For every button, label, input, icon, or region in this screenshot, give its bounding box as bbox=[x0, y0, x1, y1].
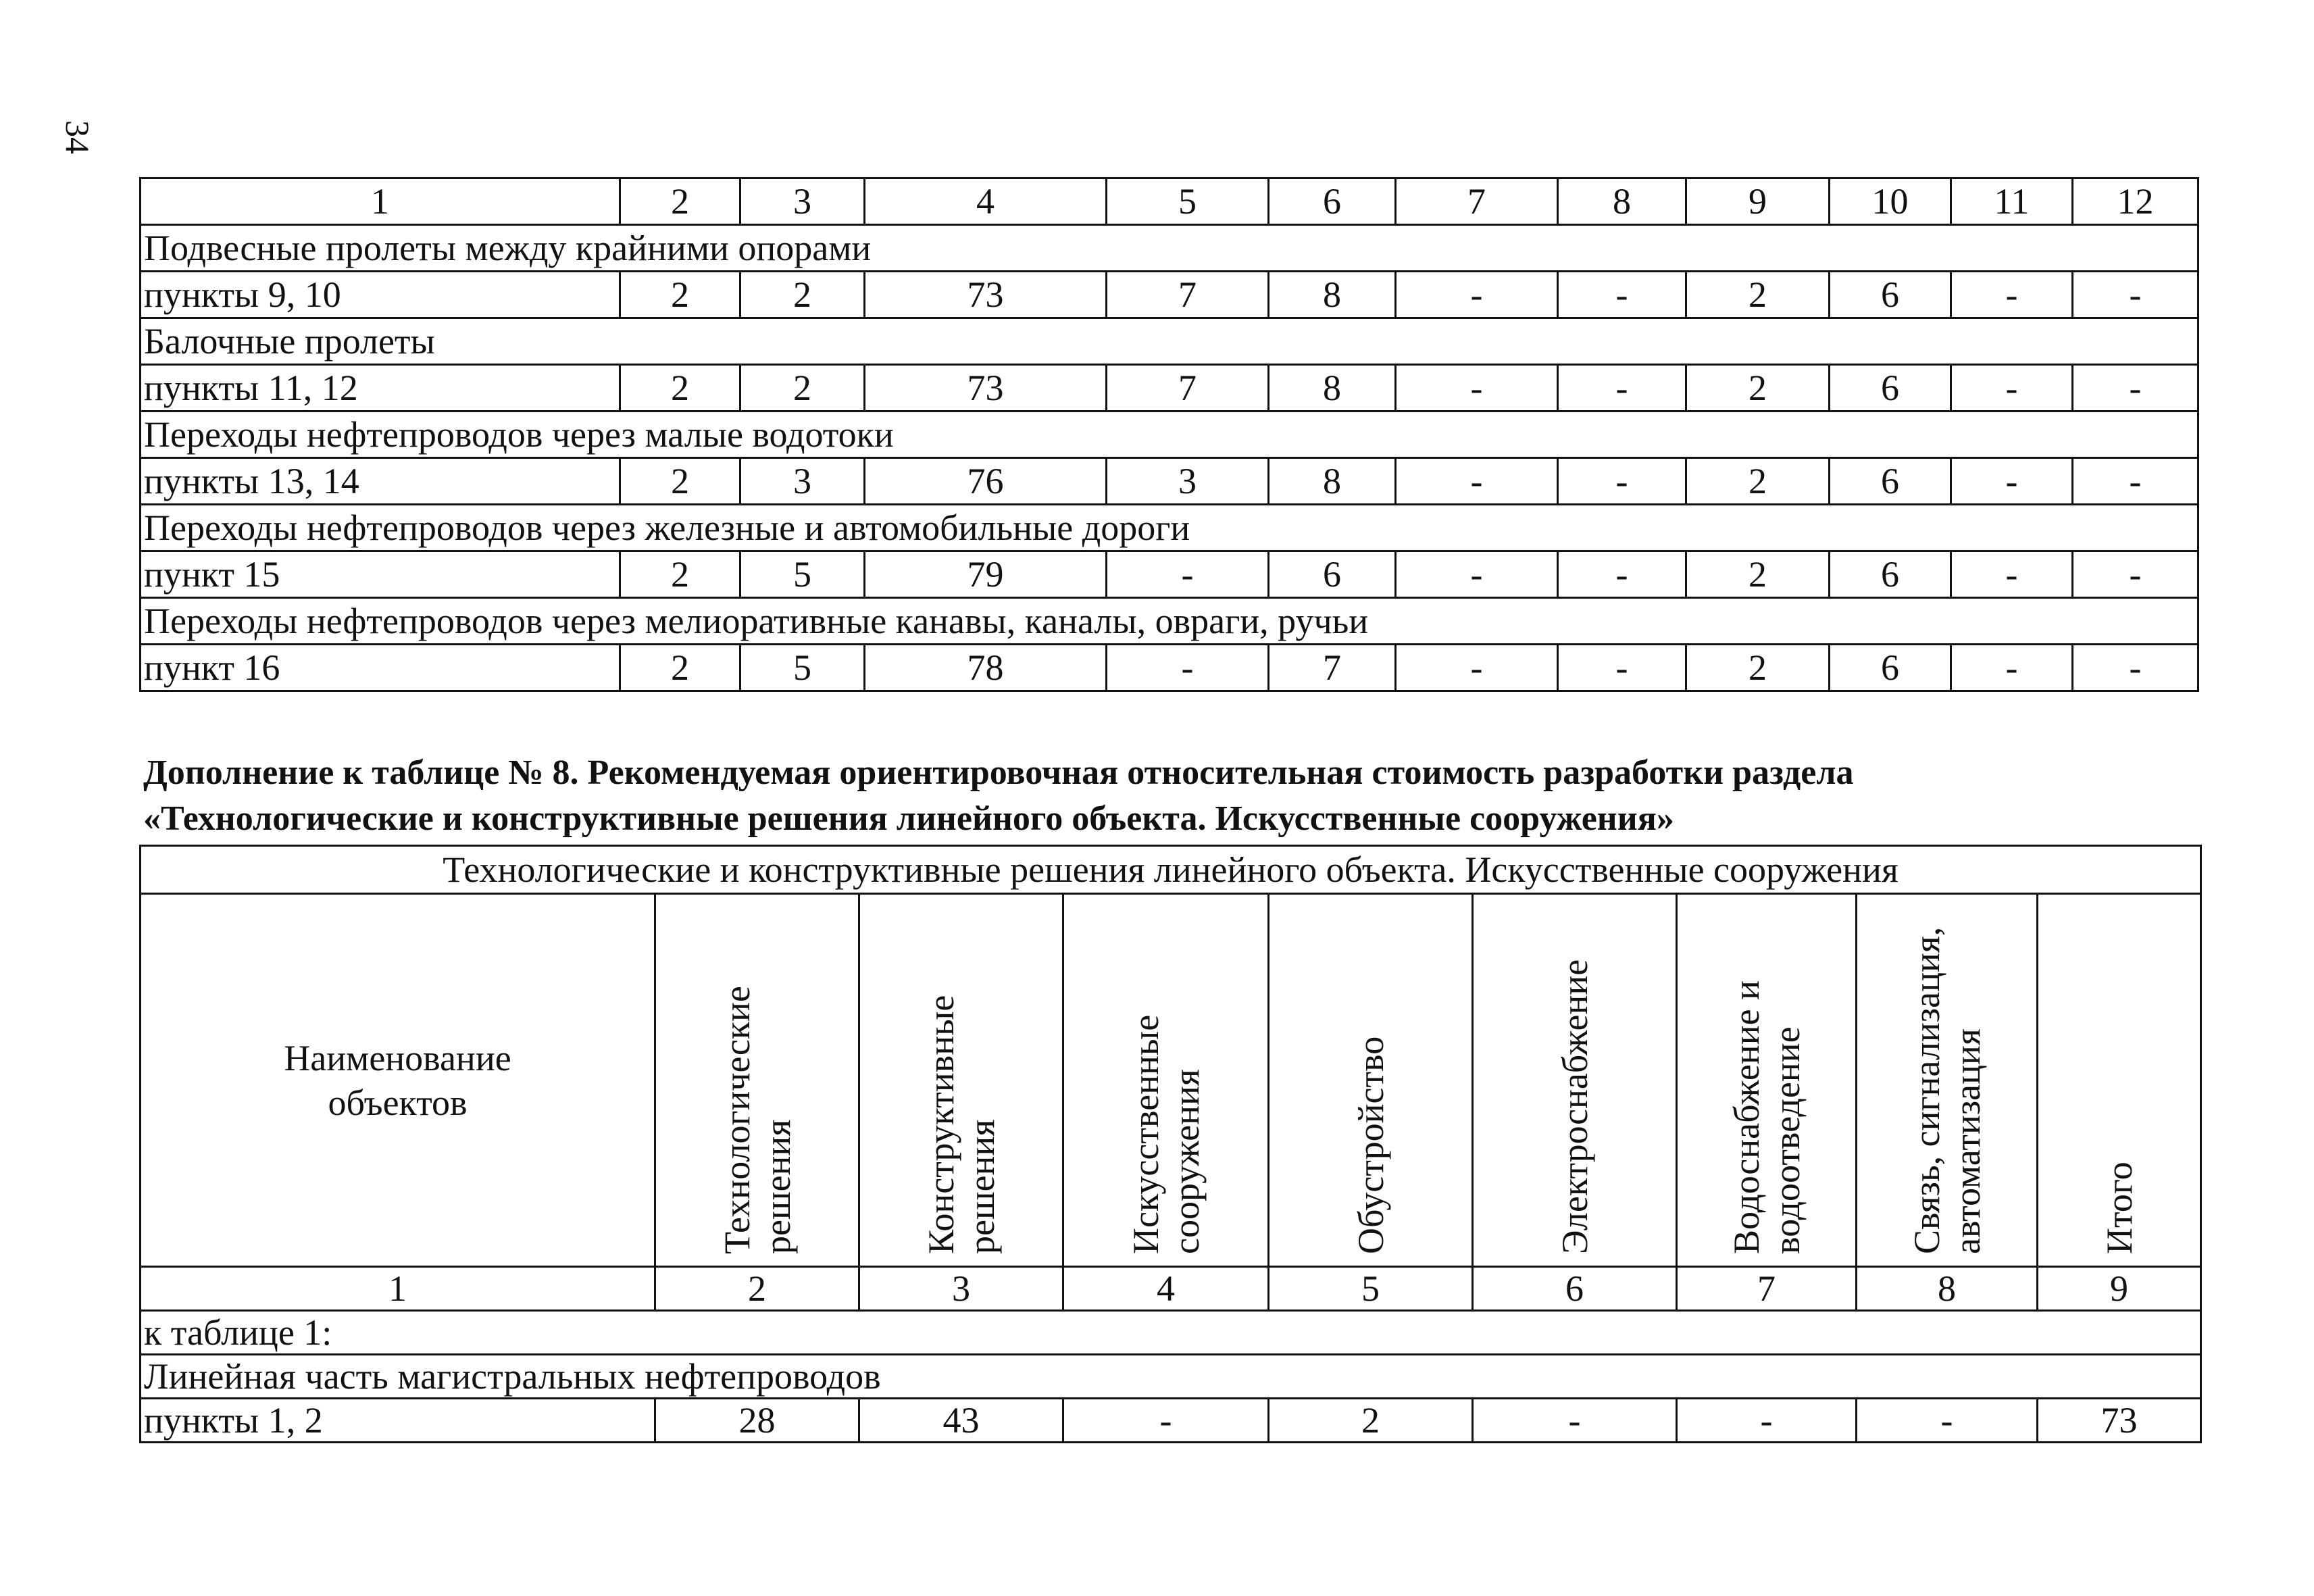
table-cell: - bbox=[1558, 458, 1686, 505]
table-cell: 2 bbox=[1269, 1399, 1473, 1443]
table-cell: 2 bbox=[1686, 458, 1830, 505]
row-label: пункты 9, 10 bbox=[141, 272, 620, 318]
table-cell: - bbox=[1951, 551, 2073, 598]
table-cell: - bbox=[1473, 1399, 1677, 1443]
table-cell: - bbox=[1951, 272, 2073, 318]
name-header-line-1: Наименование bbox=[284, 1037, 511, 1078]
table-cell: - bbox=[1558, 365, 1686, 412]
table-cell: 7 bbox=[1269, 645, 1396, 691]
table-cell: 43 bbox=[859, 1399, 1063, 1443]
cost-table-continued bbox=[139, 177, 2199, 692]
page-number: 34 bbox=[59, 120, 97, 154]
addendum-table-8 bbox=[139, 845, 2202, 1443]
section-row bbox=[141, 318, 2198, 365]
table-cell: 2 bbox=[1686, 365, 1830, 412]
table-cell: - bbox=[2073, 272, 2198, 318]
table-cell: - bbox=[1396, 365, 1558, 412]
table-cell: - bbox=[1107, 551, 1269, 598]
column-number: 7 bbox=[1396, 178, 1558, 225]
table-cell: - bbox=[2073, 551, 2198, 598]
column-number: 8 bbox=[1558, 178, 1686, 225]
table-cell: - bbox=[1396, 551, 1558, 598]
table-title: Технологические и конструктивные решения линейного объекта. Искусственные сооружения bbox=[141, 846, 2201, 894]
column-header-label: Связь, сигнализация, автоматизация bbox=[1906, 926, 1988, 1254]
column-header-label: Электроснабжение bbox=[1554, 959, 1595, 1254]
table-cell: 6 bbox=[1830, 645, 1951, 691]
table-cell: 2 bbox=[620, 458, 740, 505]
table-cell: 5 bbox=[740, 645, 865, 691]
table-cell: 6 bbox=[1830, 272, 1951, 318]
table-cell: 6 bbox=[1269, 551, 1396, 598]
section-label: Подвесные пролеты между крайними опорами bbox=[141, 225, 2198, 272]
column-number: 10 bbox=[1830, 178, 1951, 225]
table-cell: - bbox=[1677, 1399, 1857, 1443]
table-cell: - bbox=[1107, 645, 1269, 691]
table-cell: 76 bbox=[865, 458, 1107, 505]
column-header bbox=[1857, 894, 2038, 1267]
column-header-name bbox=[141, 894, 655, 1267]
column-header bbox=[1269, 894, 1473, 1267]
table-cell: 2 bbox=[620, 365, 740, 412]
table-row bbox=[141, 272, 2198, 318]
table-cell: - bbox=[1857, 1399, 2038, 1443]
section-row bbox=[141, 505, 2198, 551]
table-cell: - bbox=[1951, 645, 2073, 691]
row-label: пункты 1, 2 bbox=[141, 1399, 655, 1443]
section-label: Линейная часть магистральных нефтепроводов bbox=[141, 1355, 2201, 1399]
table-cell: 7 bbox=[1107, 365, 1269, 412]
table-cell: 2 bbox=[1686, 551, 1830, 598]
table-row bbox=[141, 365, 2198, 412]
table-cell: - bbox=[1558, 645, 1686, 691]
table-cell: 79 bbox=[865, 551, 1107, 598]
column-header-label: Искусственные сооружения bbox=[1125, 1014, 1207, 1254]
table-cell: 2 bbox=[1686, 645, 1830, 691]
column-header bbox=[1063, 894, 1269, 1267]
table-cell: - bbox=[1558, 551, 1686, 598]
table-cell: 6 bbox=[1830, 551, 1951, 598]
table-cell: - bbox=[1396, 645, 1558, 691]
column-number: 4 bbox=[865, 178, 1107, 225]
table-cell: 3 bbox=[740, 458, 865, 505]
column-header-label: Итого bbox=[2098, 1162, 2140, 1254]
table-row bbox=[141, 458, 2198, 505]
row-label: пункты 11, 12 bbox=[141, 365, 620, 412]
column-number: 5 bbox=[1269, 1267, 1473, 1311]
table-cell: - bbox=[2073, 458, 2198, 505]
column-header-label: Обустройство bbox=[1350, 1036, 1391, 1254]
header-row bbox=[141, 178, 2198, 225]
table-cell: 28 bbox=[655, 1399, 859, 1443]
table-cell: - bbox=[1396, 272, 1558, 318]
row-label: пункт 16 bbox=[141, 645, 620, 691]
column-number: 6 bbox=[1269, 178, 1396, 225]
table-cell: - bbox=[2073, 365, 2198, 412]
column-number: 2 bbox=[655, 1267, 859, 1311]
section-row bbox=[141, 412, 2198, 458]
table-cell: 2 bbox=[740, 272, 865, 318]
table-caption bbox=[143, 750, 2197, 842]
column-number: 12 bbox=[2073, 178, 2198, 225]
column-header-label: Водоснабжение и водоотведение bbox=[1726, 980, 1807, 1254]
table-cell: 6 bbox=[1830, 365, 1951, 412]
column-header bbox=[1473, 894, 1677, 1267]
caption-line-1: Дополнение к таблице № 8. Рекомендуемая ориентировочная относительная стоимость разработки раздела bbox=[143, 753, 1854, 792]
section-label: Переходы нефтепроводов через малые водотоки bbox=[141, 412, 2198, 458]
column-number: 9 bbox=[2038, 1267, 2201, 1311]
table-cell: 5 bbox=[740, 551, 865, 598]
table-cell: 2 bbox=[740, 365, 865, 412]
table-cell: 6 bbox=[1830, 458, 1951, 505]
column-number: 3 bbox=[859, 1267, 1063, 1311]
column-number: 9 bbox=[1686, 178, 1830, 225]
table-cell: - bbox=[1951, 458, 2073, 505]
column-number: 3 bbox=[740, 178, 865, 225]
column-number: 4 bbox=[1063, 1267, 1269, 1311]
table-cell: 2 bbox=[620, 272, 740, 318]
table-cell: 2 bbox=[620, 551, 740, 598]
table-cell: - bbox=[1951, 365, 2073, 412]
table-cell: 73 bbox=[2038, 1399, 2201, 1443]
table-cell: 73 bbox=[865, 272, 1107, 318]
column-number: 2 bbox=[620, 178, 740, 225]
table-cell: - bbox=[1558, 272, 1686, 318]
row-label: пункт 15 bbox=[141, 551, 620, 598]
column-number: 5 bbox=[1107, 178, 1269, 225]
row-label: пункты 13, 14 bbox=[141, 458, 620, 505]
section-label: Переходы нефтепроводов через мелиоративные канавы, каналы, овраги, ручьи bbox=[141, 598, 2198, 645]
column-header bbox=[859, 894, 1063, 1267]
column-header bbox=[2038, 894, 2201, 1267]
section-row bbox=[141, 598, 2198, 645]
column-number: 11 bbox=[1951, 178, 2073, 225]
section-label: Балочные пролеты bbox=[141, 318, 2198, 365]
table-cell: - bbox=[2073, 645, 2198, 691]
table-cell: 2 bbox=[1686, 272, 1830, 318]
table-cell: - bbox=[1063, 1399, 1269, 1443]
name-header-line-2: объектов bbox=[328, 1082, 468, 1123]
column-number: 6 bbox=[1473, 1267, 1677, 1311]
column-number: 7 bbox=[1677, 1267, 1857, 1311]
column-number: 8 bbox=[1857, 1267, 2038, 1311]
table-cell: 2 bbox=[620, 645, 740, 691]
column-header bbox=[655, 894, 859, 1267]
table-cell: 8 bbox=[1269, 272, 1396, 318]
column-header-label: Технологические решения bbox=[716, 986, 798, 1254]
table-cell: 78 bbox=[865, 645, 1107, 691]
caption-line-2: «Технологические и конструктивные решения линейного объекта. Искусственные сооружения» bbox=[143, 799, 1674, 838]
table-cell: 3 bbox=[1107, 458, 1269, 505]
column-header-label: Конструктивные решения bbox=[920, 995, 1002, 1254]
table-cell: 7 bbox=[1107, 272, 1269, 318]
table-cell: - bbox=[1396, 458, 1558, 505]
section-label: к таблице 1: bbox=[141, 1311, 2201, 1355]
section-row bbox=[141, 225, 2198, 272]
table-cell: 8 bbox=[1269, 365, 1396, 412]
table-cell: 73 bbox=[865, 365, 1107, 412]
section-label: Переходы нефтепроводов через железные и автомобильные дороги bbox=[141, 505, 2198, 551]
column-header bbox=[1677, 894, 1857, 1267]
table-row bbox=[141, 551, 2198, 598]
column-number: 1 bbox=[141, 178, 620, 225]
table-cell: 8 bbox=[1269, 458, 1396, 505]
column-number: 1 bbox=[141, 1267, 655, 1311]
table-row bbox=[141, 645, 2198, 691]
